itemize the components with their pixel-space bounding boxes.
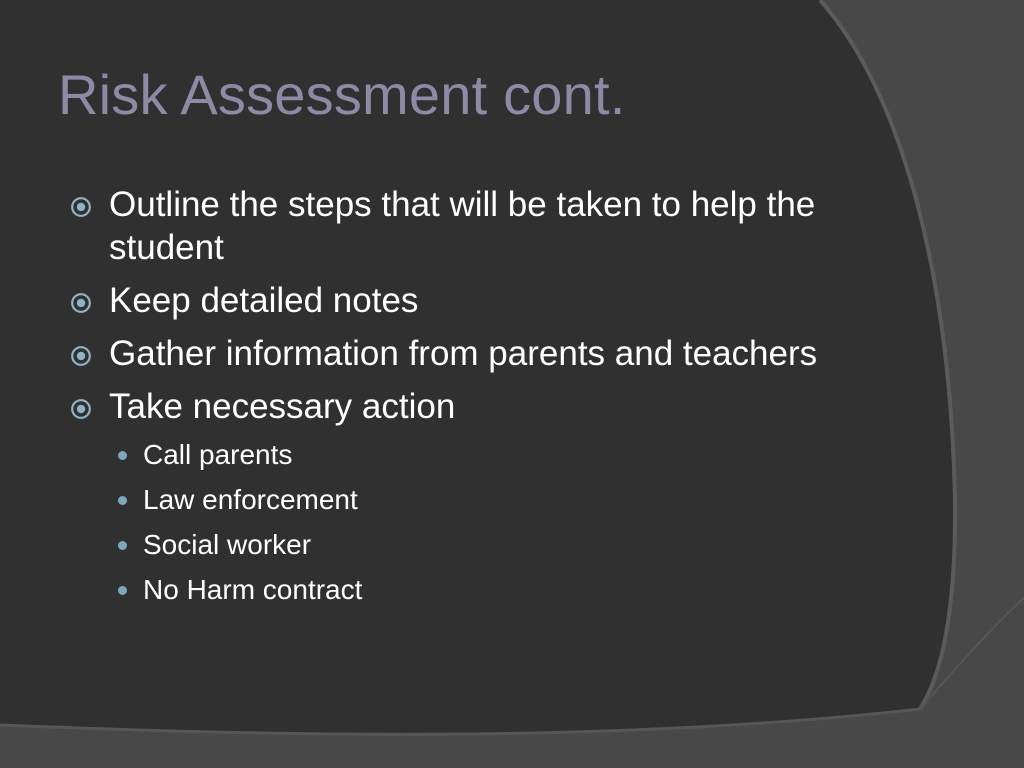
sub-bullet-dot-icon [118, 496, 127, 505]
sub-bullet-item [109, 477, 876, 522]
circled-dot-bullet-icon [70, 345, 92, 367]
sub-bullet-dot-icon [118, 451, 127, 460]
bullet-item [66, 279, 876, 322]
circled-dot-bullet-icon [70, 398, 92, 420]
sub-bullet-item [109, 432, 876, 477]
bullet-text: Keep detailed notes [109, 281, 419, 320]
slide-title: Risk Assessment cont. [58, 63, 626, 126]
slide-content [66, 183, 876, 622]
bullet-item [66, 183, 876, 269]
sub-bullet-text: Social worker [143, 529, 312, 560]
bullet-text: Gather information from parents and teachers [109, 334, 818, 373]
bullet-text: Outline the steps that will be taken to help the student [109, 185, 816, 267]
sub-bullet-dot-icon [118, 541, 127, 550]
sub-bullet-text: Call parents [143, 439, 293, 470]
sub-bullet-text: No Harm contract [143, 574, 363, 605]
circled-dot-bullet-icon [70, 292, 92, 314]
sub-bullet-dot-icon [118, 586, 127, 595]
bullet-item [66, 385, 876, 612]
bullet-list [66, 183, 876, 612]
sub-bullet-item [109, 522, 876, 567]
sub-bullet-text: Law enforcement [143, 484, 358, 515]
sub-bullet-item [109, 567, 876, 612]
bullet-text: Take necessary action [109, 387, 456, 426]
bullet-item [66, 332, 876, 375]
sub-bullet-list [109, 432, 876, 612]
circled-dot-bullet-icon [70, 196, 92, 218]
